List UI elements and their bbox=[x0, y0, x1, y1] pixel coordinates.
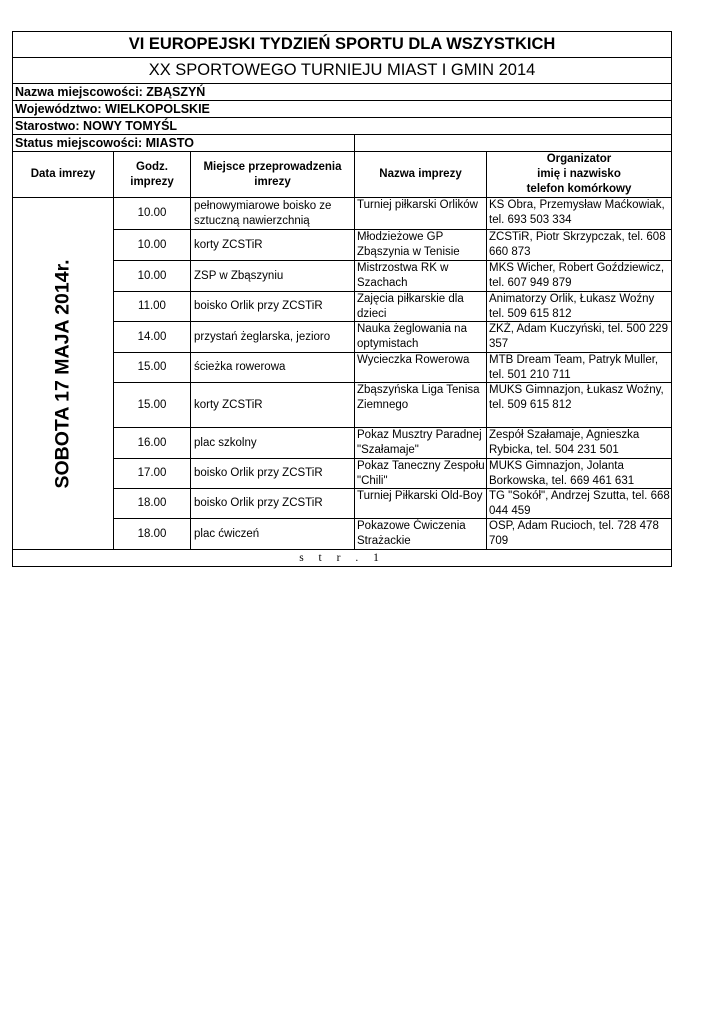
table-header bbox=[13, 152, 671, 198]
event-organizer: ZCSTiR, Piotr Skrzypczak, tel. 608 660 873 bbox=[489, 231, 666, 258]
event-organizer: TG "Sokół", Andrzej Szutta, tel. 668 044 459 bbox=[489, 490, 670, 517]
event-name: Pokazowe Ćwiczenia Strażackie bbox=[355, 519, 487, 549]
event-time: 14.00 bbox=[114, 322, 191, 352]
event-place: boisko Orlik przy ZCSTiR bbox=[191, 459, 355, 488]
event-rows bbox=[114, 198, 671, 549]
table-row bbox=[114, 230, 671, 261]
header-organizer bbox=[487, 152, 671, 197]
table-row bbox=[114, 322, 671, 353]
header-place: Miejsce przeprowadzenia imrezy bbox=[191, 152, 355, 197]
sub-title: XX SPORTOWEGO TURNIEJU MIAST I GMIN 2014 bbox=[13, 58, 671, 84]
event-time: 16.00 bbox=[114, 428, 191, 458]
event-place: pełnowymiarowe boisko ze sztuczną nawierzchnią bbox=[191, 198, 355, 229]
event-organizer: MKS Wicher, Robert Goździewicz, tel. 607 949 879 bbox=[489, 262, 665, 289]
header-organizer-l1: Organizator bbox=[546, 153, 612, 165]
table-row bbox=[114, 198, 671, 230]
event-time: 10.00 bbox=[114, 198, 191, 229]
voivodeship-line: Województwo: WIELKOPOLSKIE bbox=[13, 101, 671, 118]
county-line: Starostwo: NOWY TOMYŚL bbox=[13, 118, 671, 135]
event-time: 17.00 bbox=[114, 459, 191, 488]
event-organizer: OSP, Adam Rucioch, tel. 728 478 709 bbox=[489, 520, 659, 547]
header-organizer-l2: imię i nazwisko bbox=[537, 168, 621, 180]
table-row bbox=[114, 428, 671, 459]
main-title: VI EUROPEJSKI TYDZIEŃ SPORTU DLA WSZYSTKICH bbox=[13, 32, 671, 58]
event-place: plac ćwiczeń bbox=[191, 519, 355, 549]
event-time: 10.00 bbox=[114, 261, 191, 291]
event-name: Zbąszyńska Liga Tenisa Ziemnego bbox=[355, 383, 487, 427]
event-name: Turniej Piłkarski Old-Boy bbox=[355, 489, 487, 518]
event-organizer: MUKS Gimnazjon, Łukasz Woźny, tel. 509 615 812 bbox=[489, 384, 664, 411]
event-time: 11.00 bbox=[114, 292, 191, 321]
locality-line: Nazwa miejscowości: ZBĄSZYŃ bbox=[13, 84, 671, 101]
table-body bbox=[13, 198, 671, 550]
event-name: Młodzieżowe GP Zbąszynia w Tenisie bbox=[355, 230, 487, 260]
event-time: 18.00 bbox=[114, 489, 191, 518]
event-time: 15.00 bbox=[114, 353, 191, 382]
header-time: Godz. imprezy bbox=[114, 152, 191, 197]
table-row bbox=[114, 261, 671, 292]
header-name: Nazwa imprezy bbox=[355, 152, 487, 197]
event-place: korty ZCSTiR bbox=[191, 383, 355, 427]
table-row bbox=[114, 292, 671, 322]
event-place: ścieżka rowerowa bbox=[191, 353, 355, 382]
event-place: boisko Orlik przy ZCSTiR bbox=[191, 489, 355, 518]
event-organizer: Animatorzy Orlik, Łukasz Woźny tel. 509 615 812 bbox=[489, 293, 655, 320]
status-text: Status miejscowości: MIASTO bbox=[13, 135, 355, 151]
table-row bbox=[114, 519, 671, 549]
event-time: 15.00 bbox=[114, 383, 191, 427]
event-organizer: MTB Dream Team, Patryk Muller, tel. 501 210 711 bbox=[489, 354, 659, 381]
table-row bbox=[114, 489, 671, 519]
event-place: plac szkolny bbox=[191, 428, 355, 458]
event-place: boisko Orlik przy ZCSTiR bbox=[191, 292, 355, 321]
page-footer: s t r . 1 bbox=[299, 552, 385, 564]
event-organizer: KS Obra, Przemysław Maćkowiak, tel. 693 503 334 bbox=[489, 199, 665, 226]
event-place: ZSP w Zbąszyniu bbox=[191, 261, 355, 291]
event-time: 10.00 bbox=[114, 230, 191, 260]
event-name: Pokaz Musztry Paradnej "Szałamaje" bbox=[355, 428, 487, 458]
event-organizer: Zespół Szałamaje, Agnieszka Rybicka, tel. 504 231 501 bbox=[489, 429, 640, 456]
event-place: korty ZCSTiR bbox=[191, 230, 355, 260]
status-line bbox=[13, 135, 671, 152]
event-name: Wycieczka Rowerowa bbox=[355, 353, 487, 382]
event-sheet bbox=[12, 31, 672, 567]
event-name: Mistrzostwa RK w Szachach bbox=[355, 261, 487, 291]
event-name: Zajęcia piłkarskie dla dzieci bbox=[355, 292, 487, 321]
event-name: Turniej piłkarski Orlików bbox=[355, 198, 487, 229]
table-row bbox=[114, 353, 671, 383]
date-column bbox=[13, 198, 114, 549]
event-organizer: ZKŻ, Adam Kuczyński, tel. 500 229 357 bbox=[489, 323, 668, 350]
date-label: SOBOTA 17 MAJA 2014r. bbox=[51, 258, 74, 489]
event-name: Nauka żeglowania na optymistach bbox=[355, 322, 487, 352]
event-place: przystań żeglarska, jezioro bbox=[191, 322, 355, 352]
header-date: Data imrezy bbox=[13, 152, 114, 197]
event-organizer: MUKS Gimnazjon, Jolanta Borkowska, tel. 669 461 631 bbox=[489, 460, 635, 487]
table-row bbox=[114, 383, 671, 428]
event-name: Pokaz Taneczny Zespołu "Chili" bbox=[355, 459, 487, 488]
table-row bbox=[114, 459, 671, 489]
event-time: 18.00 bbox=[114, 519, 191, 549]
header-organizer-l3: telefon komórkowy bbox=[526, 183, 632, 195]
